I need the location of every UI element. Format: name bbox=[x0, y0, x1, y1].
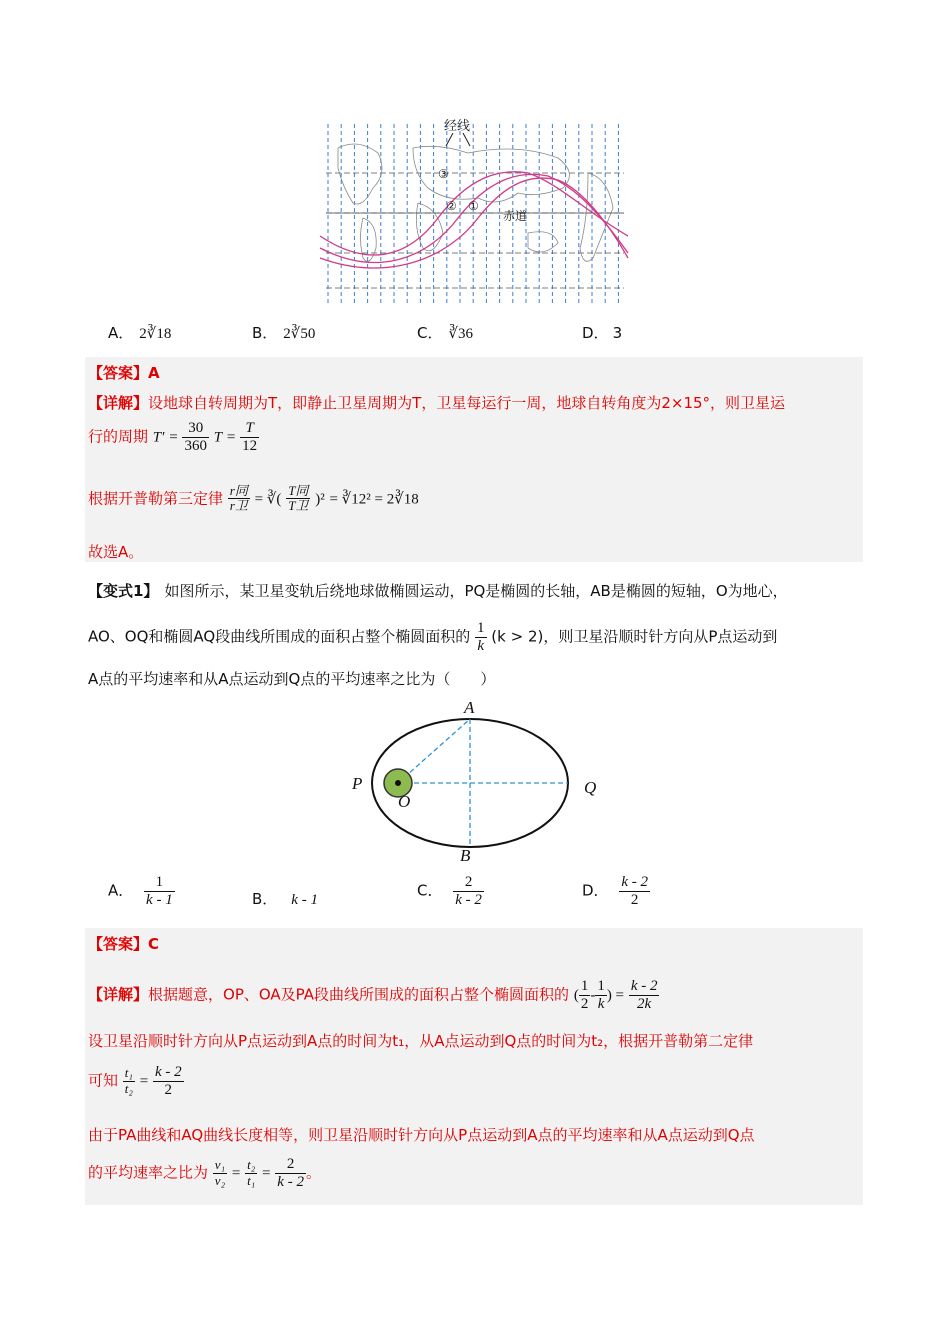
end-mark: 。 bbox=[305, 1163, 321, 1182]
fraction-1-k: $\frac{1}{k}$ bbox=[477, 620, 485, 654]
q1-option-a[interactable] bbox=[108, 322, 171, 343]
marker-1: ① bbox=[468, 199, 479, 213]
option-value: k - 1 bbox=[291, 892, 318, 908]
answer-label-1: 【答案】A bbox=[88, 364, 160, 382]
q1-option-d[interactable] bbox=[582, 322, 622, 343]
detail-text: 设地球自转周期为T，即静止卫星周期为T，卫星每运行一周，地球自转角度为2×15°，则卫星运 bbox=[148, 394, 786, 412]
final-ratio: $\frac{2}{k - 2}$ bbox=[277, 1156, 304, 1190]
option-value: 2∛18 bbox=[139, 326, 172, 342]
variant-line-1 bbox=[88, 580, 788, 601]
label-p: P bbox=[352, 774, 363, 793]
period-symbol: T′ bbox=[152, 429, 165, 446]
ellipse-orbit-figure bbox=[340, 695, 610, 865]
answer-block-1 bbox=[85, 357, 863, 562]
option-value: 2∛50 bbox=[283, 326, 316, 342]
area-fraction: $\frac{k - 2}{2k}$ bbox=[630, 978, 658, 1012]
option-letter: A． bbox=[108, 881, 134, 900]
t-ratio-2: $\frac{\text{t₁}}{\text{t₂}}$ bbox=[124, 1065, 133, 1096]
k-ratio: $\frac{k - 2}{2}$ bbox=[154, 1064, 182, 1098]
option-letter: D． bbox=[582, 881, 609, 900]
detail-line-2: 行的周期 T′ = $\frac{30}{360}$ T = $\frac{T}{12}$ bbox=[88, 420, 258, 454]
option-letter: A． bbox=[108, 324, 134, 342]
marker-3: ③ bbox=[438, 167, 449, 181]
longitude-label: 经线 bbox=[444, 118, 471, 133]
answer2-line-5: 的平均速率之比为 $\frac{\text{v₁}}{\text{v₂}}$ = $\frac{\text{t₂}}{\text{t₁}}$ = $\frac{2}{k - 2}$ 。 bbox=[88, 1156, 321, 1190]
variant-text-2b: (k > 2)，则卫星沿顺时针方向从P点运动到 bbox=[491, 627, 778, 646]
variant-line-2 bbox=[88, 620, 777, 654]
equator-label: 赤道 bbox=[503, 209, 528, 223]
answer2-text-3: 可知 bbox=[88, 1071, 119, 1090]
t-ratio-3: $\frac{\text{t₂}}{\text{t₁}}$ bbox=[247, 1157, 256, 1188]
variant-text-2a: AO、OQ和椭圆AQ段曲线所围成的面积占整个椭圆面积的 bbox=[88, 627, 471, 646]
q2-option-b[interactable] bbox=[252, 888, 318, 909]
option-value: $\frac{2}{k - 2}$ bbox=[455, 874, 482, 908]
marker-2: ② bbox=[446, 199, 457, 213]
answer2-line-1: 【详解】根据题意，OP、OA及PA段曲线所围成的面积占整个椭圆面积的 ( $\frac{1}{2}$ - $\frac{1}{k}$ ) = $\frac{k - 2}{2k}$ bbox=[88, 978, 658, 1012]
option-value: 3 bbox=[612, 324, 623, 342]
detail-line-1 bbox=[88, 392, 785, 413]
conclusion-1: 故选A。 bbox=[88, 543, 144, 561]
label-b: B bbox=[460, 846, 471, 865]
option-value: ∛36 bbox=[448, 326, 474, 342]
t-ratio: $\frac{\text{T同}}{\text{T卫}}$ bbox=[288, 483, 309, 514]
answer2-line-4: 由于PA曲线和AQ曲线长度相等，则卫星沿顺时针方向从P点运动到A点的平均速率和从A点运动到Q点 bbox=[88, 1126, 755, 1144]
label-a: A bbox=[464, 698, 475, 717]
label-o: O bbox=[398, 792, 411, 811]
answer2-line-2: 设卫星沿顺时针方向从P点运动到A点的时间为t₁，从A点运动到Q点的时间为t₂，根据开普勒第二定律 bbox=[88, 1032, 754, 1050]
q2-option-c[interactable] bbox=[417, 874, 484, 908]
world-map-figure bbox=[318, 118, 630, 306]
fraction-30-360: $\frac{30}{360}$ bbox=[184, 420, 207, 454]
detail-label: 【详解】 bbox=[88, 394, 149, 412]
period-text: 行的周期 bbox=[88, 427, 149, 446]
cube-result: = ∛12² = 2∛18 bbox=[329, 491, 419, 508]
option-letter: D． bbox=[582, 324, 609, 342]
kepler3-text: 根据开普勒第三定律 bbox=[88, 489, 224, 508]
option-value: $\frac{k - 2}{2}$ bbox=[621, 874, 648, 908]
variant-line-3: A点的平均速率和从A点运动到Q点的平均速率之比为（ ） bbox=[88, 670, 496, 688]
label-q: Q bbox=[584, 778, 597, 797]
v-ratio: $\frac{\text{v₁}}{\text{v₂}}$ bbox=[214, 1157, 226, 1188]
answer-label-2: 【答案】C bbox=[88, 935, 160, 953]
answer2-text-1: 根据题意，OP、OA及PA段曲线所围成的面积占整个椭圆面积的 bbox=[148, 985, 570, 1004]
q2-option-d[interactable] bbox=[582, 874, 650, 908]
q2-option-a[interactable] bbox=[108, 874, 175, 908]
answer2-line-3: 可知 $\frac{\text{t₁}}{\text{t₂}}$ = $\frac{k - 2}{2}$ bbox=[88, 1064, 182, 1098]
variant-tag: 【变式1】 bbox=[88, 582, 159, 600]
r-ratio: $\frac{\text{r同}}{\text{r卫}}$ bbox=[229, 483, 248, 514]
option-letter: C． bbox=[417, 324, 443, 342]
q1-option-c[interactable] bbox=[417, 322, 473, 343]
option-letter: B． bbox=[252, 890, 278, 908]
option-letter: B． bbox=[252, 324, 278, 342]
option-value: $\frac{1}{k - 1}$ bbox=[146, 874, 173, 908]
kepler3-line: 根据开普勒第三定律 $\frac{\text{r同}}{\text{r卫}}$ = ∛( $\frac{\text{T同}}{\text{T卫}}$ )² = ∛12² = 2∛18 bbox=[88, 483, 419, 514]
answer2-text-5: 的平均速率之比为 bbox=[88, 1163, 209, 1182]
q1-option-b[interactable] bbox=[252, 322, 315, 343]
fraction-t-12: $\frac{T}{12}$ bbox=[242, 420, 258, 454]
option-letter: C． bbox=[417, 881, 443, 900]
variant-text-1: 如图所示，某卫星变轨后绕地球做椭圆运动，PQ是椭圆的长轴，AB是椭圆的短轴，O为地心， bbox=[164, 582, 788, 600]
detail-label: 【详解】 bbox=[88, 985, 149, 1004]
